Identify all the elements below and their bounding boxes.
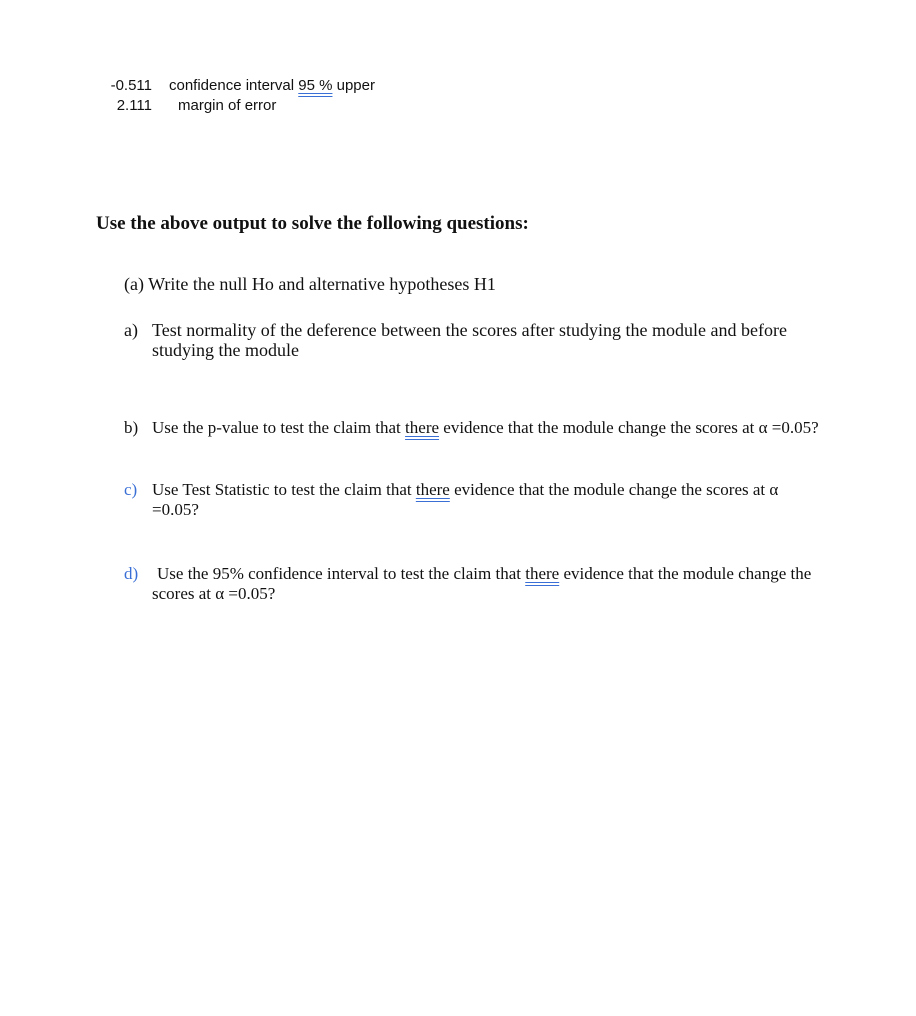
question-a-normality <box>124 320 844 360</box>
question-c-line1 <box>152 480 844 500</box>
question-d-text <box>124 564 844 604</box>
confidence-label-post: upper <box>332 77 375 94</box>
confidence-label-pre: confidence interval <box>169 77 299 94</box>
question-c-test-statistic <box>124 480 844 520</box>
question-c-line2: =0.05? <box>152 500 199 519</box>
statistics-output <box>100 76 375 116</box>
question-c-text <box>152 480 844 520</box>
question-b-marker: b) <box>124 418 139 437</box>
question-c-pre: Use Test Statistic to test the claim that <box>152 480 416 499</box>
question-d-post: evidence that the module change the <box>559 564 812 583</box>
question-a-line2: studying the module <box>152 340 299 360</box>
question-b-p-value <box>124 418 844 438</box>
question-intro-hypotheses: (a) Write the null Ho and alternative hypotheses H1 <box>124 274 496 294</box>
question-b-text <box>152 418 844 438</box>
question-b-flagged-word: there <box>405 418 440 437</box>
margin-of-error-value: 2.111 <box>116 97 152 114</box>
question-d-line2: scores at α =0.05? <box>152 584 276 603</box>
question-a-marker: a) <box>124 320 138 340</box>
question-c-flagged-word: there <box>415 480 450 499</box>
question-b-pre: Use the p-value to test the claim that <box>152 418 406 437</box>
instructions-heading: Use the above output to solve the following questions: <box>96 213 529 234</box>
question-a-line1: Test normality of the deference between the scores after studying the module and before <box>152 320 787 340</box>
question-d-marker: d) <box>124 564 139 583</box>
question-c-post: evidence that the module change the scores at α <box>449 480 779 499</box>
question-d-line1 <box>157 564 844 584</box>
confidence-level-flagged: 95 % <box>298 77 333 94</box>
confidence-upper-value: -0.511 <box>110 77 152 94</box>
output-row-margin-of-error <box>100 96 375 116</box>
question-c-marker: c) <box>124 480 138 499</box>
question-d-pre: Use the 95% confidence interval to test the claim that <box>157 564 526 583</box>
margin-of-error-label: margin of error <box>178 97 277 114</box>
question-d-confidence-interval <box>124 564 844 604</box>
question-a-text <box>152 320 844 360</box>
question-d-flagged-word: there <box>525 564 560 583</box>
confidence-upper-label <box>169 76 375 96</box>
output-row-confidence-upper <box>100 76 375 96</box>
question-b-post: evidence that the module change the scores at α =0.05? <box>439 418 819 437</box>
